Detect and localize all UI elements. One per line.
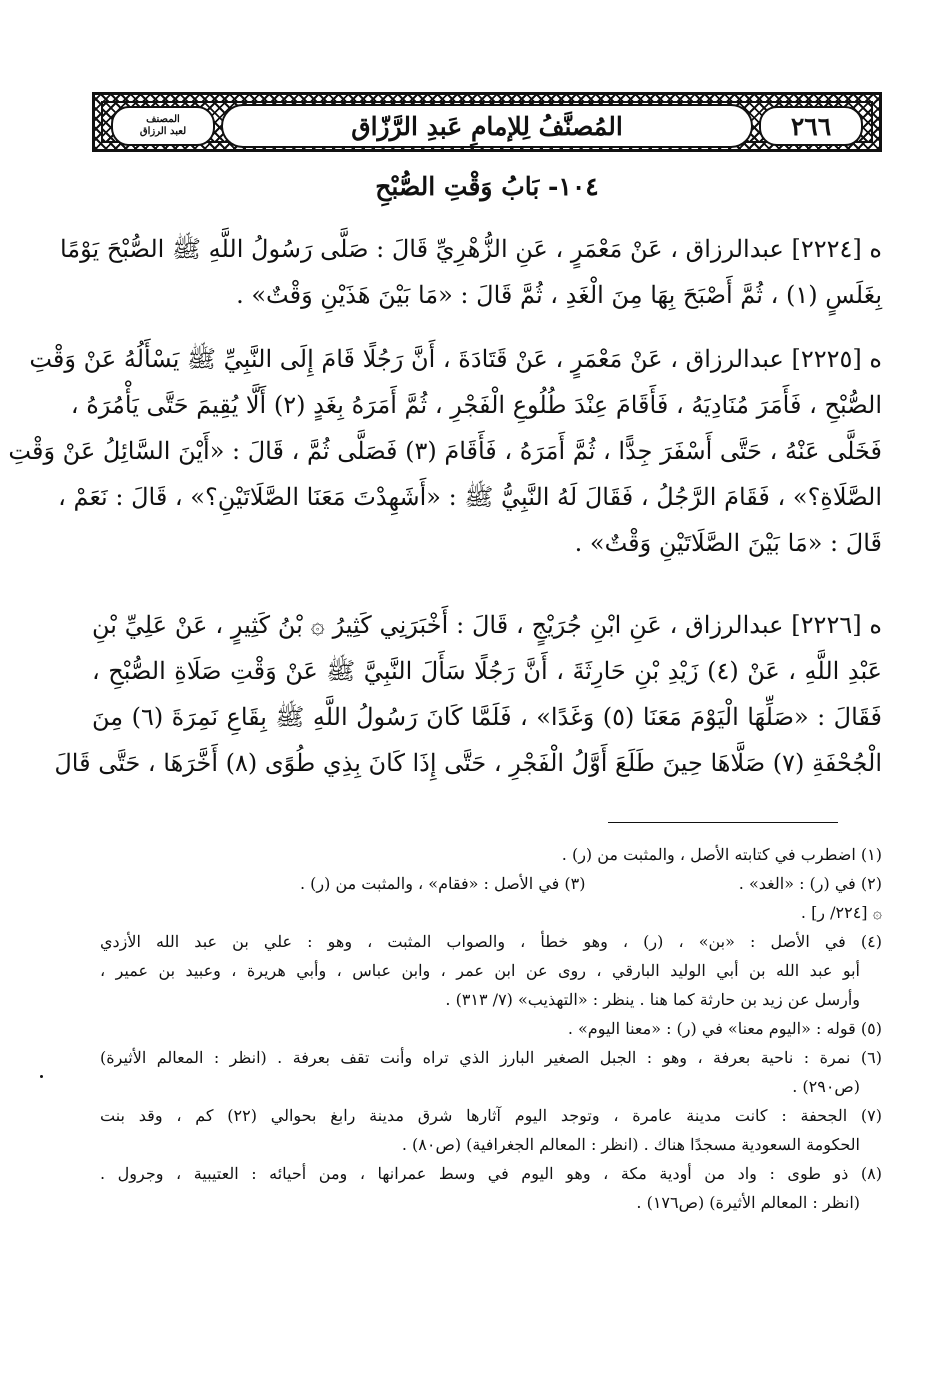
footnote-7-line: (٧) الجحفة : كانت مدينة عامرة ، وتوجد اليوم آثارها شرق مدينة رابغ بحوالي (٢٢) كم ، وقد بنت xyxy=(100,1106,883,1125)
footnote-8-line: (٨) ذو طوى : واد من أودية مكة ، وهو اليوم في وسط عمرانها ، ومن أحيائه : العتيبية ، وجرول . xyxy=(100,1164,882,1183)
footnote-7-line: الحكومة السعودية مسجدًا هناك . (انظر : المعالم الجغرافية) (ص٨٠) . xyxy=(401,1135,860,1154)
page-number: ٢٦٦ xyxy=(759,106,863,146)
footnote-8-line: (انظر : المعالم الأثيرة) (ص١٧٦) . xyxy=(636,1193,860,1212)
text-line: عَبْدِ اللَّهِ ، عَنْ (٤) زَيْدِ بْنِ حَارِثَةَ ، أَنَّ رَجُلًا سَأَلَ النَّبِيَّ ﷺ عَنْ وَقْتِ صَلَاةِ الصُّبْحِ ، xyxy=(92,657,883,685)
page-header xyxy=(92,92,882,152)
text-line: الْجُحْفَةِ (٧) صَلَّاهَا حِينَ طَلَعَ أَوَّلُ الْفَجْرِ ، حَتَّى إِذَا كَانَ بِذِي طُوًى (٨) أَخَّرَهَا ، حَتَّى قَالَ xyxy=(54,749,882,777)
footnote-4-line: وأرسل عن زيد بن حارثة كما هنا . ينظر : «التهذيب» (٧/ ٣١٣) . xyxy=(445,990,860,1009)
book-title: المُصنَّفُ لِلإمامِ عَبدِ الرَّزّاق xyxy=(221,104,753,148)
hadith-2225 xyxy=(8,336,882,566)
footnote-1: (١) اضطرب في كتابته الأصل ، والمثبت من (ر) . xyxy=(561,845,882,864)
footnote-4-line: أبو عبد الله بن أبي الوليد البارقي ، روى عن ابن عمر ، وابن عباس ، وأبي هريرة ، وعبيد بن عمير ، xyxy=(100,961,860,980)
footnote-6-line: (ص٢٩٠) . xyxy=(792,1077,860,1096)
chapter-title: ١٠٤- بَابُ وَقْتِ الصُّبْحِ xyxy=(375,172,599,201)
footnotes xyxy=(100,840,882,1217)
footnote-divider xyxy=(608,822,838,823)
text-line: بِغَلَسٍ (١) ، ثُمَّ أَصْبَحَ بِهَا مِنَ الْغَدِ ، ثُمَّ قَالَ : «مَا بَيْنَ هَذَيْنِ وَقْتٌ» . xyxy=(236,281,882,309)
footnote-3: (٣) في الأصل : «فقام» ، والمثبت من (ر) . xyxy=(300,874,586,893)
footnote-4-line: (٤) في الأصل : «بن» ، (ر) ، وهو خطأ ، والصواب المثبت ، وهو : علي بن عبد الله الأزدي xyxy=(100,932,882,951)
header-ornament-frame xyxy=(101,101,873,143)
footnote-row-2-3 xyxy=(100,869,882,898)
text-line: قَالَ : «مَا بَيْنَ الصَّلَاتَيْنِ وَقْتٌ» . xyxy=(574,529,882,557)
text-line: ه [٢٢٢٥] عبدالرزاق ، عَنْ مَعْمَرٍ ، عَنْ قَتَادَةَ ، أَنَّ رَجُلًا قَامَ إِلَى النَّبِيِّ ﷺ يَسْأَلُهُ عَنْ وَقْتِ xyxy=(29,345,882,373)
logo-line-2: لعبد الرزاق xyxy=(139,126,187,137)
text-line: ه [٢٢٢٦] عبدالرزاق ، عَنِ ابْنِ جُرَيْجٍ ، قَالَ : أَخْبَرَنِي كَثِيرُ ۞ بْنُ كَثِيرٍ ، عَنْ عَلِيِّ بْنِ xyxy=(92,611,882,639)
text-line: ه [٢٢٢٤] عبدالرزاق ، عَنْ مَعْمَرٍ ، عَنِ الزُّهْرِيِّ قَالَ : صَلَّى رَسُولُ اللَّهِ ﷺ الصُّبْحَ يَوْمًا xyxy=(59,235,882,263)
margin-mark xyxy=(40,1075,43,1078)
hadith-2224 xyxy=(59,226,882,318)
text-line: الصَّلَاةِ؟» ، فَقَامَ الرَّجُلُ ، فَقَالَ لَهُ النَّبِيُّ ﷺ : «أَشَهِدْتَ مَعَنَا الصَّلَاتَيْنِ؟» ، قَالَ : نَعَمْ ، xyxy=(58,483,882,511)
logo-line-1: المصنف xyxy=(146,114,180,125)
footnote-2: (٢) في (ر) : «الغد» . xyxy=(738,874,882,893)
page-reference: ۞ [٢٢٤/ ر] . xyxy=(800,903,882,922)
text-line: الصُّبْحِ ، فَأَمَرَ مُنَادِيَهُ ، فَأَقَامَ عِنْدَ طُلُوعِ الْفَجْرِ ، ثُمَّ أَمَرَهُ بِغَدٍ (٢) أَلَّا يُقِيمَ حَتَّى يَأْمُرَهُ ، xyxy=(70,391,882,419)
text-line: فَخَلَّى عَنْهُ ، حَتَّى أَسْفَرَ جِدًّا ، ثُمَّ أَمَرَهُ ، فَأَقَامَ (٣) فَصَلَّى ثُمَّ ، قَالَ : «أَيْنَ السَّائِلُ عَنْ وَقْتِ xyxy=(8,437,882,465)
text-line: فَقَالَ : «صَلِّهَا الْيَوْمَ مَعَنَا (٥) وَغَدًا» ، فَلَمَّا كَانَ رَسُولُ اللَّهِ ﷺ بِقَاعِ نَمِرَةَ (٦) مِنَ xyxy=(92,703,882,731)
footnote-5: (٥) قوله : «اليوم معنا» في (ر) : «معنا اليوم» . xyxy=(567,1019,882,1038)
footnote-6-line: (٦) نمرة : ناحية بعرفة ، وهو : الجبل الصغير البارز الذي تراه وأنت تقف بعرفة . (انظر : المعالم الأثيرة) xyxy=(100,1048,882,1067)
book-logo-icon xyxy=(111,106,215,146)
hadith-2226 xyxy=(54,602,883,786)
